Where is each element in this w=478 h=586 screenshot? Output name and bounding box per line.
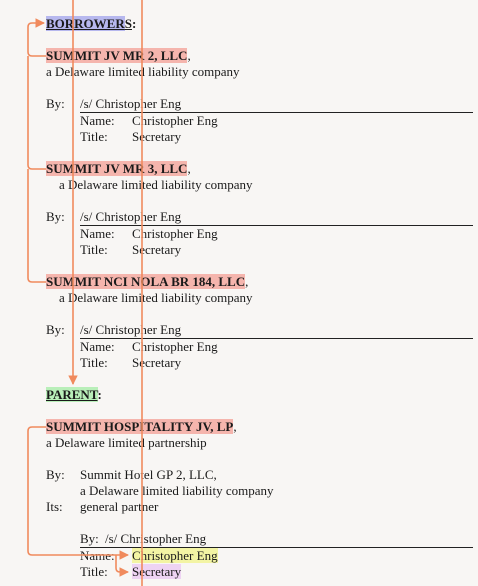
by-label-1: By: [46,96,65,111]
entity-name-2 [46,161,191,177]
entity-description-1: a Delaware limited liability company [46,64,240,79]
parent-heading [46,387,102,403]
parent-heading-colon: : [97,387,102,402]
parent-inner-by-label: By: [80,531,99,546]
parent-by-entity: Summit Hotel GP 2, LLC, [80,467,217,482]
entity-name-1 [46,48,191,64]
name-value-3: Christopher Eng [132,339,218,354]
signature-2: /s/ Christopher Eng [80,209,182,224]
name-label-2: Name: [80,226,115,241]
title-label-1: Title: [80,129,108,144]
parent-title-value [132,564,181,580]
parent-title-value-text: Secretary [132,564,182,579]
parent-title-label: Title: [80,564,108,579]
name-label-3: Name: [80,339,115,354]
parent-entity-name-text: SUMMIT HOSPITALITY JV, LP [46,419,234,434]
parent-signature: /s/ Christopher Eng [105,531,207,546]
signature-3: /s/ Christopher Eng [80,322,182,337]
entity-name-2-text: SUMMIT JV MR 3, LLC [46,161,188,176]
title-label-3: Title: [80,355,108,370]
title-value-1: Secretary [132,129,182,144]
by-label-2: By: [46,209,65,224]
parent-entity-name-comma: , [233,419,237,434]
bracket-borrowers-block2 [28,56,46,169]
title-value-2: Secretary [132,242,182,257]
entity-description-2: a Delaware limited liability company [59,177,253,192]
parent-entity-description: a Delaware limited partnership [46,435,207,450]
name-label-1: Name: [80,113,115,128]
entity-name-3 [46,274,248,290]
entity-name-2-comma: , [187,161,191,176]
bracket-borrowers-block3 [28,169,46,282]
borrowers-heading-colon: : [131,16,137,31]
name-value-2: Christopher Eng [132,226,218,241]
name-value-1: Christopher Eng [132,113,218,128]
parent-heading-text: PARENT [46,387,98,402]
parent-by-entity-description: a Delaware limited liability company [80,483,274,498]
entity-description-3: a Delaware limited liability company [59,290,253,305]
signature-1: /s/ Christopher Eng [80,96,182,111]
parent-by-label: By: [46,467,65,482]
arrow-name-to-title [116,555,128,572]
title-value-3: Secretary [132,355,182,370]
entity-name-3-text: SUMMIT NCI NOLA BR 184, LLC [46,274,246,289]
by-label-3: By: [46,322,65,337]
parent-name-value-text: Christopher Eng [132,548,218,563]
borrowers-heading-text: BORROWER [46,16,125,31]
entity-name-3-comma: , [245,274,249,289]
parent-entity-name [46,419,237,435]
borrowers-heading-suffix: S [124,16,132,31]
bracket-borrowers-block1 [28,23,46,56]
borrowers-heading [46,16,136,32]
parent-name-value [132,548,218,564]
title-label-2: Title: [80,242,108,257]
parent-its-value: general partner [80,499,159,514]
entity-name-1-comma: , [187,48,191,63]
entity-name-1-text: SUMMIT JV MR 2, LLC [46,48,188,63]
parent-its-label: Its: [46,499,63,514]
parent-name-label: Name: [80,548,115,563]
